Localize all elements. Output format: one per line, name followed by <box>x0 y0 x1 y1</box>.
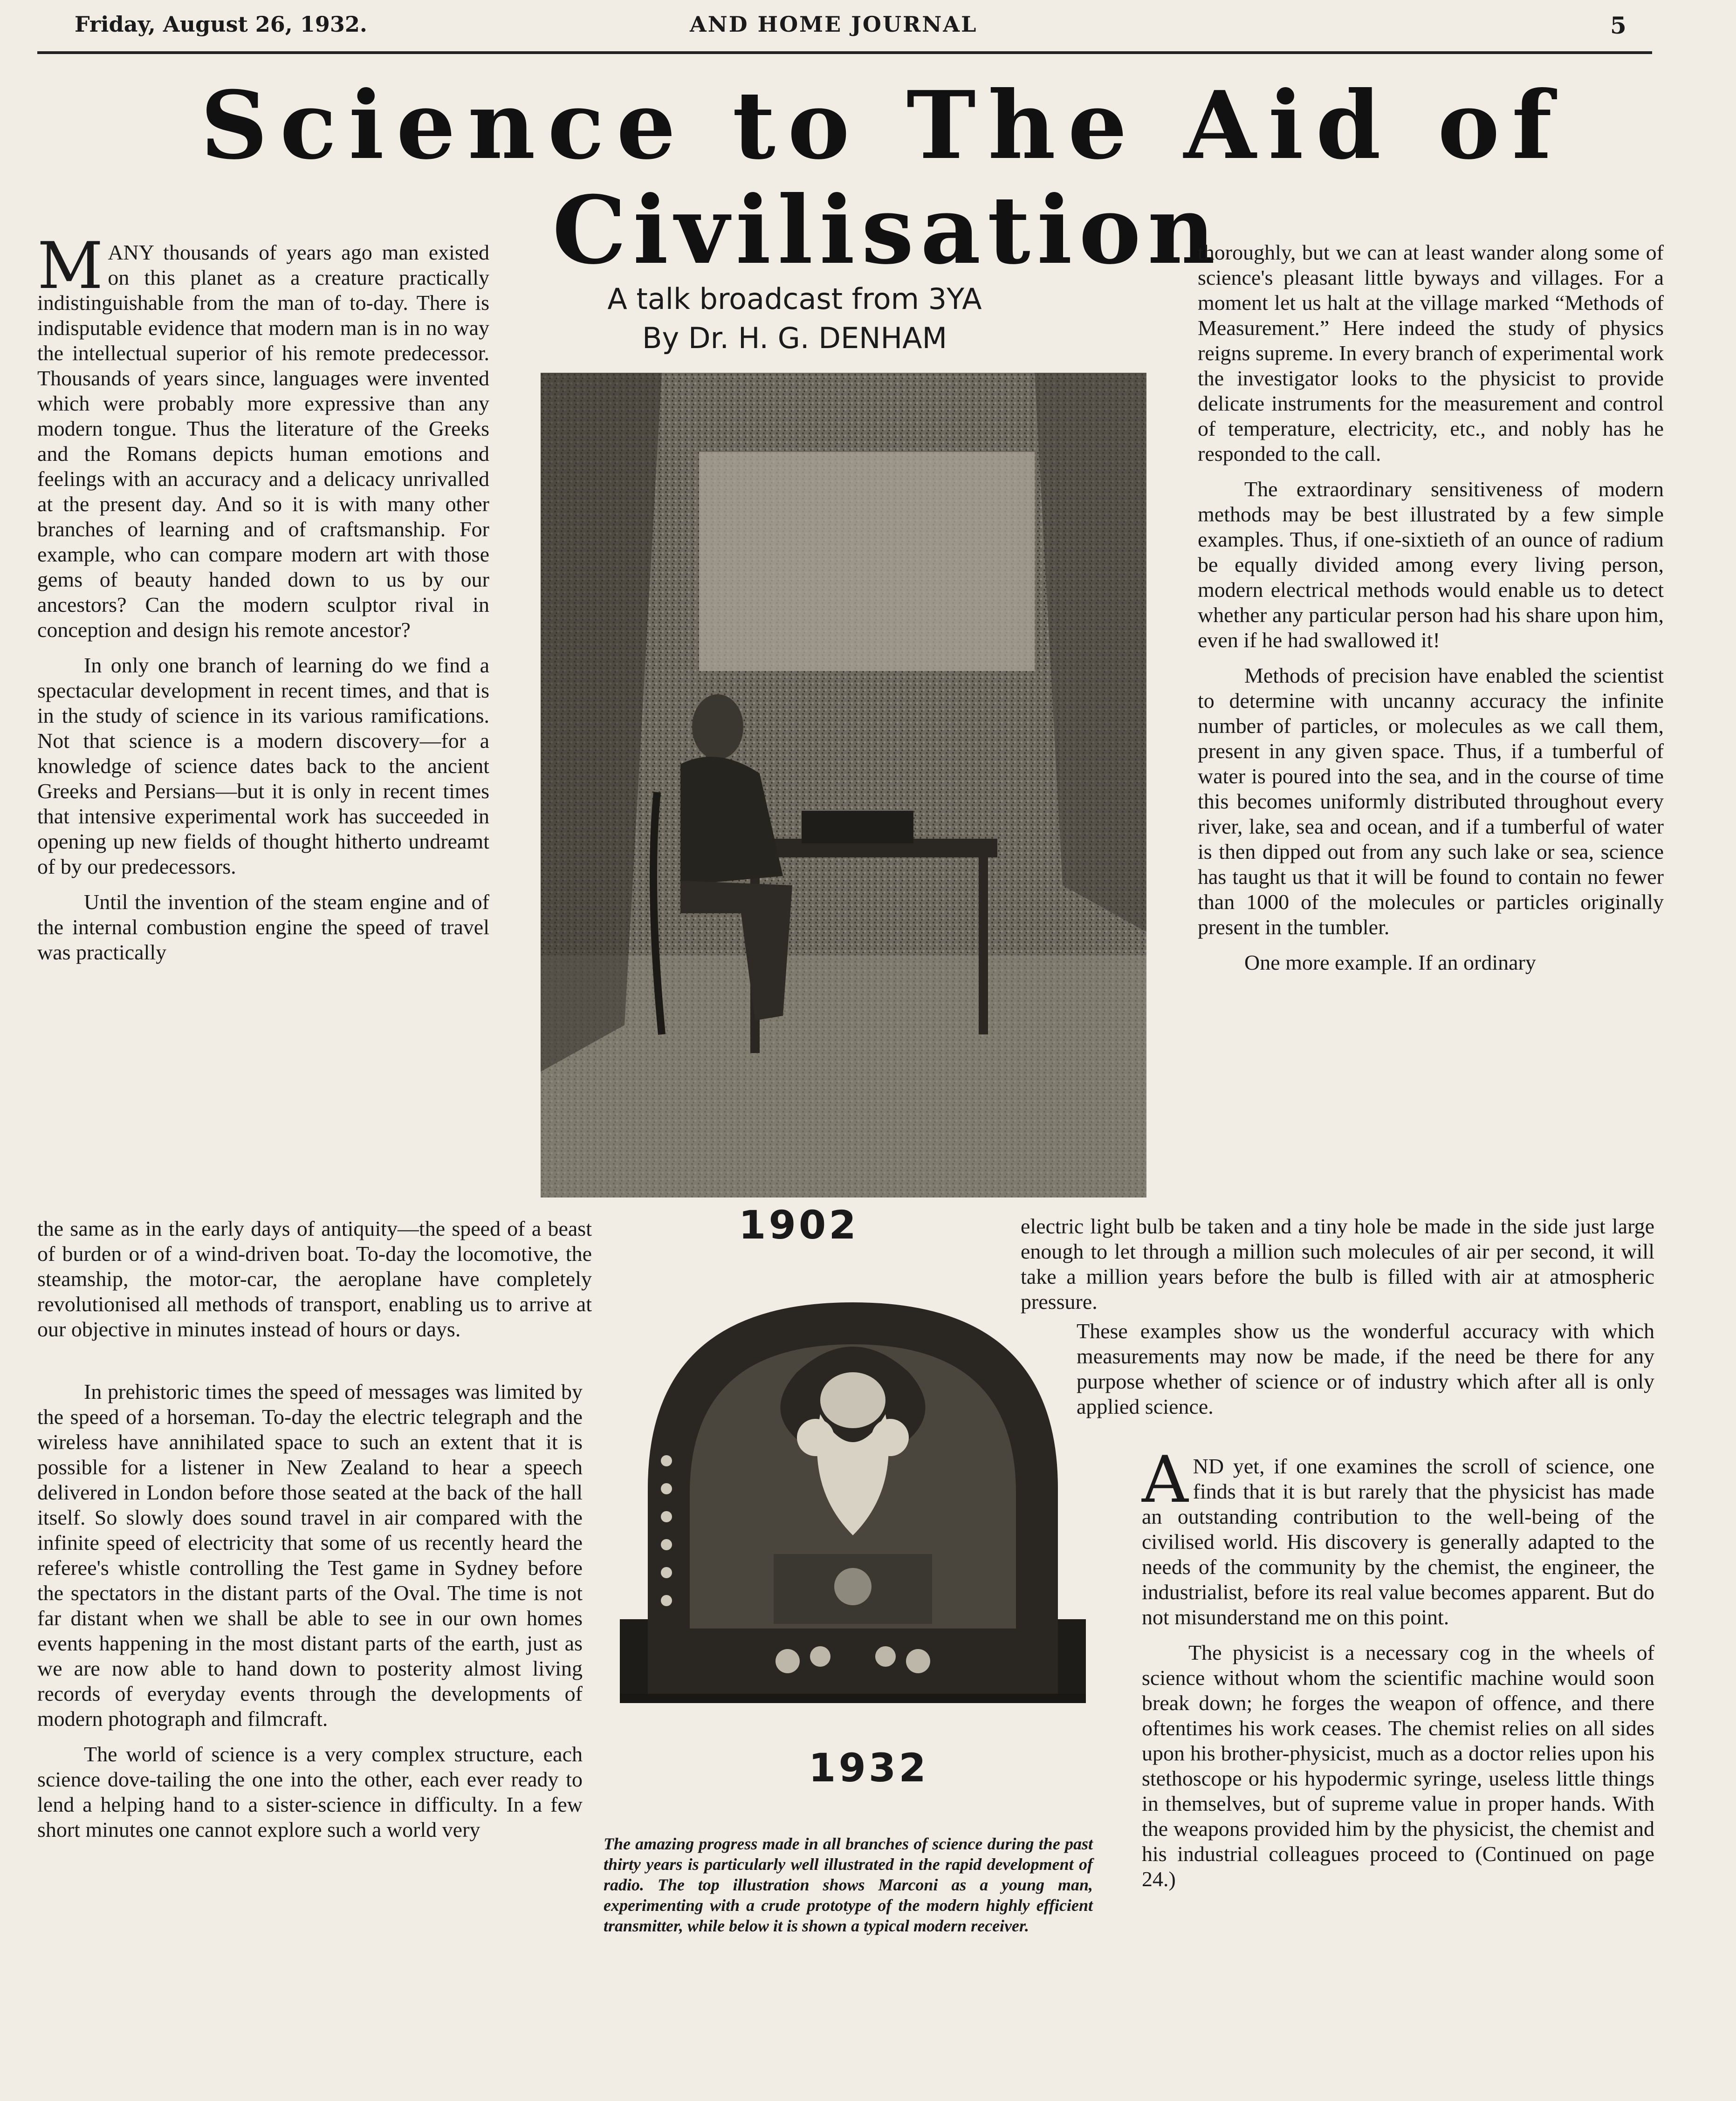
article-byline: By Dr. H. G. DENHAM <box>642 321 947 355</box>
column3-wide-paragraph: These examples show us the wonderful accuracy with which measurements may now be made, if the need be there for any purpose whether of science or of industry which after all is only applied science. <box>1077 1319 1654 1418</box>
article-title-line1: Science to The Aid of <box>200 71 1564 180</box>
column-1-narrow <box>37 228 489 965</box>
column-3-section-2 <box>1142 1442 1654 1892</box>
column1-paragraph: In only one branch of learning do we find a spectacular development in recent times, and that is in the study of science in its various ramifications. Not that science is a modern discovery—for a knowledge of science dates back to the ancient Greeks and Persians—but it is only in recent times that intensive experimental work has succeeded in opening up new fields of thought hitherto undreamt of by our predecessors. <box>37 653 489 878</box>
header-rule <box>37 51 1652 54</box>
column1-wide-paragraph: In prehistoric times the speed of messages was limited by the speed of a horseman. To-day the electric telegraph and the wireless have annihilated space to such an extent that it is possible for a listener in New Zealand to hear a speech delivered in London before those seated at the back of the hall itself. So slowly does sound travel in air compared with the infinite speed of electricity that some of us recently heard the referee's whistle controlling the Test game in Sydney before the spectators in the distant parts of the Oval. The time is not far distant when we shall be able to see in our own homes events happening in the most distant parts of the earth, just as we are now able to hand down to posterity almost living records of everyday events through the developments of modern photograph and filmcraft. <box>37 1380 583 1731</box>
page-number: 5 <box>1610 12 1626 39</box>
radio-receiver-illustration <box>620 1293 1086 1740</box>
column-1-wide-a <box>37 1216 592 1342</box>
column-3-narrow <box>1198 240 1664 975</box>
column1-wide-paragraph: The world of science is a very complex structure, each science dove-tailing the one into the other, each ever ready to lend a helping hand to a sister-science in difficulty. In a few short minutes one cannot explore such a world very <box>37 1742 583 1841</box>
column1-wide-paragraph: the same as in the early days of antiquity—the speed of a beast of burden or of a wind-driven boat. To-day the locomotive, the steamship, the motor-car, the aeroplane have completely revolutionised all methods of transport, enabling us to arrive at our objective in minutes instead of hours or days. <box>37 1217 592 1341</box>
column3-paragraph: The extraordinary sensitiveness of modern methods may be best illustrated by a few simple examples. Thus, if one-sixtieth of an ounce of radium be equally divided among every living person, modern electrical methods would enable us to detect whether any particular person had his share upon him, even if he had swallowed it! <box>1198 477 1664 652</box>
column-3-wide-a <box>1021 1214 1654 1314</box>
column1-paragraph: Until the invention of the steam engine and of the internal combustion engine the speed of travel was practically <box>37 890 489 964</box>
marconi-photograph <box>541 373 1146 1198</box>
year-label-1932: 1932 <box>809 1745 929 1791</box>
column3-wide-paragraph: electric light bulb be taken and a tiny hole be made in the side just large enough to let through a million such molecules of air per second, it will take a million years before the bulb is filled with air at atmospheric pressure. <box>1021 1214 1654 1314</box>
drop-cap-m: M <box>37 228 103 303</box>
column3-paragraph: One more example. If an ordinary <box>1244 951 1536 974</box>
publication-name: AND HOME JOURNAL <box>690 12 978 37</box>
year-label-1902: 1902 <box>739 1202 859 1248</box>
column1-paragraph: ANY thousands of years ago man existed on this planet as a creature practically indistinguishable from the man of to-day. There is indisputable evidence that modern man is in no way the intellectual superior of his remote predecessor. Thousands of years since, languages were invented which were probably more expressive than any modern tongue. Thus the literature of the Greeks and the Romans depicts human emotions and feelings with an accuracy and a delicacy unrivalled at the present day. And so it is with many other branches of learning and of craftsmanship. For example, who can compare modern art with those gems of beauty handed down to us by our ancestors? Can the modern sculptor rival in conception and design his remote ancestor? <box>37 240 489 642</box>
drop-cap-a: A <box>1142 1442 1188 1517</box>
column-1-wide-b <box>37 1379 583 1842</box>
column-3-wide-b <box>1077 1319 1654 1419</box>
column3-paragraph: thoroughly, but we can at least wander along some of science's pleasant little byways and villages. For a moment let us halt at the village marked “Methods of Measurement.” Here indeed the study of physics reigns supreme. In every branch of experimental work the investigator looks to the physicist to provide delicate instruments for the measurement and control of temperature, electricity, etc., and nobly has he responded to the call. <box>1198 240 1664 465</box>
column3-section2-paragraph: ND yet, if one examines the scroll of science, one finds that it is but rarely that the physicist has made an outstanding contribution to the well-being of the civilised world. His discovery is generally adapted to the needs of the community by the chemist, the engineer, the industrialist, before its real value becomes apparent. But do not misunderstand me on this point. <box>1142 1454 1654 1629</box>
column3-paragraph: Methods of precision have enabled the scientist to determine with uncanny accuracy the infinite number of particles, or molecules as we call them, present in any given space. Thus, if a tumberful of water is poured into the sea, and in the course of time this becomes uniformly distributed throughout every river, lake, sea and ocean, and if a tumberful of water is then dipped out from any such lake or sea, science has taught us that it will be found to contain no fewer than 1000 of the molecules or particles originally present in the tumbler. <box>1198 664 1664 939</box>
issue-date: Friday, August 26, 1932. <box>75 12 367 37</box>
article-subtitle: A talk broadcast from 3YA <box>607 282 982 316</box>
figure-caption: The amazing progress made in all branches of science during the past thirty years is particularly well illustrated in the rapid development of radio. The top illustration shows Marconi as a young man, experimenting with a crude prototype of the modern highly efficient transmitter, while below it is shown a typical modern receiver. <box>604 1834 1093 1935</box>
column3-section2-paragraph: The physicist is a necessary cog in the wheels of science without whom the scientific machine would soon break down; he forges the weapon of offence, and there oftentimes his work ceases. The chemist relies on all sides upon his brother-physicist, much as a doctor relies upon his stethoscope or his hypodermic syringe, useless little things in themselves, but of supreme value in proper hands. With the weapons provided him by the physicist, the chemist and his industrial colleagues proceed to (Continued on page 24.) <box>1142 1641 1654 1891</box>
article-title-line2: Civilisation <box>552 176 1222 285</box>
